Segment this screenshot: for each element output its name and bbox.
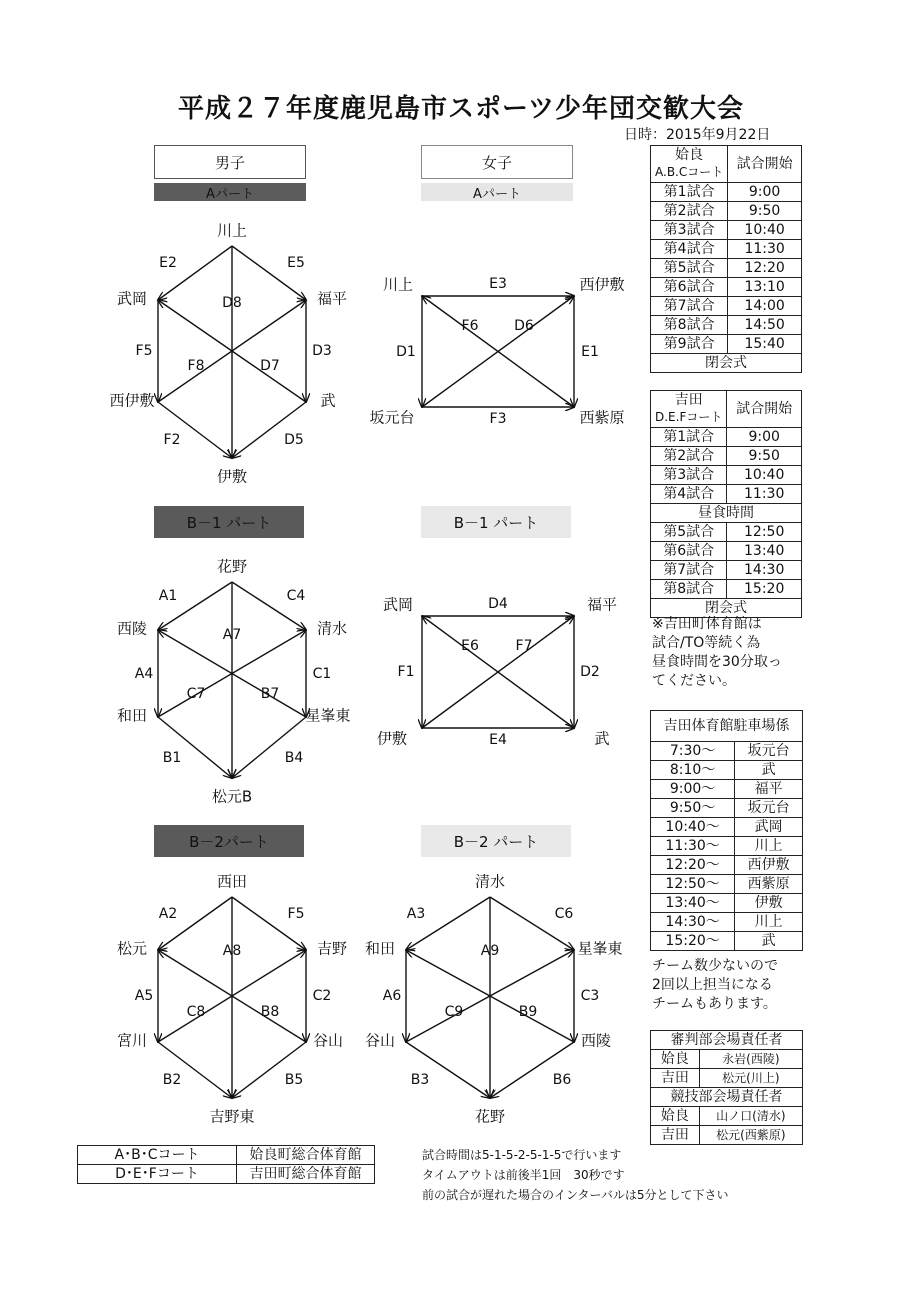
parking-value: 川上	[735, 913, 803, 932]
parking-value: 武	[735, 761, 803, 780]
hexB2g-node-top: 清水	[474, 872, 506, 891]
yoshida-match-label: 第5試合	[651, 523, 727, 542]
hexB1-node-ll: 和田	[116, 706, 148, 725]
hexB2-edge-lr-label: B5	[284, 1072, 304, 1088]
hexB2g-node-lr: 西陵	[580, 1031, 612, 1050]
rectA-edge-d2-label: D6	[514, 317, 534, 334]
yoshida-schedule-table	[650, 390, 802, 618]
hexA-edge-ll	[158, 402, 232, 458]
aira-match-label: 第3試合	[651, 221, 728, 240]
yoshida-match-value: 10:40	[727, 466, 802, 485]
note-line: チーム数少ないので	[652, 958, 778, 974]
boys-part-a-bar: Aパート	[154, 183, 306, 201]
hexA-edge-ll-label: F2	[163, 432, 181, 448]
parking-row	[651, 761, 803, 780]
yoshida-match-row	[651, 428, 802, 447]
rule-line: 前の試合が遅れた場合のインターバルは5分として下さい	[422, 1188, 729, 1202]
hexB1-node-ur: 清水	[316, 619, 348, 638]
hexB2g-edge-d1-label: C9	[444, 1003, 464, 1020]
rectA-node-br: 西紫原	[579, 408, 625, 427]
rectB1-node-bl: 伊敷	[376, 729, 408, 748]
aira-match-value: 13:10	[728, 278, 802, 297]
rule-line: タイムアウトは前後半1回 30秒です	[422, 1168, 625, 1182]
yoshida-match-row	[651, 561, 802, 580]
aira-match-label: 第4試合	[651, 240, 728, 259]
hexB2g-edge-lr	[490, 1042, 574, 1098]
rectA-edge-right-label: E1	[581, 343, 599, 360]
hexB2-edge-r-label: C2	[312, 988, 332, 1004]
aira-match-value: 14:00	[728, 297, 802, 316]
yoshida-match-value: 9:50	[727, 447, 802, 466]
hexB1-node-top: 花野	[216, 557, 248, 576]
parking-value: 坂元台	[735, 742, 803, 761]
referee-header: 審判部会場責任者	[651, 1031, 803, 1050]
aira-match-row	[651, 259, 802, 278]
aira-courts: A.B.Cコート	[655, 165, 724, 179]
hexB2-edge-l-label: A5	[134, 988, 154, 1004]
parking-value: 武	[735, 932, 803, 951]
rectB1-edge-d2-label: F7	[515, 638, 533, 654]
aira-match-label: 第5試合	[651, 259, 728, 278]
aira-match-label: 第2試合	[651, 202, 728, 221]
aira-closing: 閉会式	[651, 354, 802, 373]
official-venue: 吉田	[651, 1126, 700, 1145]
hexB1-edge-l-label: A4	[134, 665, 154, 682]
hexB2-edge-ur-label: F5	[287, 905, 305, 922]
hexB1-edge-ur-label: C4	[286, 588, 306, 604]
parking-label: 8:10～	[651, 761, 735, 780]
hexB2g-edge-v-label: A9	[480, 943, 500, 960]
hexB2-node-lr: 谷山	[312, 1031, 344, 1050]
parking-label: 11:30～	[651, 837, 735, 856]
venue-table	[77, 1145, 375, 1184]
aira-match-label: 第8試合	[651, 316, 728, 335]
aira-schedule-table	[650, 145, 802, 373]
parking-label: 7:30～	[651, 742, 735, 761]
parking-row	[651, 932, 803, 951]
aira-match-row	[651, 202, 802, 221]
rectB1-node-br: 武	[594, 729, 610, 748]
parking-label: 10:40～	[651, 818, 735, 837]
hexB1-edge-ll	[158, 717, 232, 778]
girls-part-b2-bar: B－2 パート	[421, 825, 571, 857]
aira-match-value: 10:40	[728, 221, 802, 240]
parking-value: 武岡	[735, 818, 803, 837]
hexA-edge-ul-label: E2	[159, 255, 177, 271]
hexA-node-ul: 武岡	[116, 289, 148, 308]
rectB1-edge-d1-label: E6	[461, 638, 479, 654]
parking-row	[651, 837, 803, 856]
hexB2g-edge-ll	[406, 1042, 490, 1098]
hexB2-edge-ll-label: B2	[162, 1072, 182, 1088]
aira-match-row	[651, 297, 802, 316]
hexB1-edge-d1-label: C7	[186, 686, 206, 702]
rectA-node-bl: 坂元台	[369, 408, 415, 427]
hexB2g-node-ur: 星峯東	[577, 939, 623, 958]
hexB2-node-bottom: 吉野東	[209, 1107, 255, 1126]
yoshida-venue-cell	[651, 391, 727, 428]
yoshida-lunch: 昼食時間	[651, 504, 802, 523]
aira-match-row	[651, 278, 802, 297]
hexB2g-edge-ul-label: A3	[406, 905, 426, 922]
hexB2g-node-ll: 谷山	[364, 1031, 396, 1050]
hexB2g-edge-ll-label: B3	[410, 1072, 430, 1088]
yoshida-match-row	[651, 580, 802, 599]
venue-gym: 姶良町総合体育館	[237, 1146, 375, 1165]
parking-label: 15:20～	[651, 932, 735, 951]
yoshida-match-label: 第7試合	[651, 561, 727, 580]
hexA-edge-v-label: D8	[222, 295, 242, 311]
page-title: 平成２７年度鹿児島市スポーツ少年団交歓大会	[178, 94, 744, 124]
hexA-node-top: 川上	[216, 221, 248, 240]
venue-courts: A･B･Cコート	[78, 1146, 237, 1165]
aira-match-value: 9:50	[728, 202, 802, 221]
official-name: 永岩(西陵)	[699, 1050, 802, 1069]
parking-header: 吉田体育館駐車場係	[651, 711, 803, 742]
parking-value: 坂元台	[735, 799, 803, 818]
hexB1-edge-r-label: C1	[312, 665, 332, 682]
hexA-edge-lr-label: D5	[284, 432, 304, 448]
aira-venue-cell	[651, 146, 728, 183]
hexB1-edge-v-label: A7	[222, 627, 242, 643]
aira-match-row	[651, 316, 802, 335]
note-line: チームもあります。	[652, 996, 777, 1012]
note-line: てください。	[652, 673, 736, 689]
girls-part-a-bar: Aパート	[421, 183, 573, 201]
team-note	[652, 957, 778, 1014]
hexB2-node-ur: 吉野	[316, 939, 348, 958]
hexB2g-edge-r-label: C3	[580, 988, 600, 1004]
yoshida-match-row	[651, 523, 802, 542]
aira-match-row	[651, 335, 802, 354]
hexB1-edge-d2-label: B7	[260, 686, 280, 702]
yoshida-match-value: 13:40	[727, 542, 802, 561]
rectA-edge-top-label: E3	[489, 276, 507, 292]
hexB1-node-bottom: 松元B	[211, 787, 253, 806]
parking-label: 12:50～	[651, 875, 735, 894]
aira-match-label: 第9試合	[651, 335, 728, 354]
yoshida-match-label: 第2試合	[651, 447, 727, 466]
rectB1-edge-left-label: F1	[397, 664, 415, 680]
yoshida-start-header: 試合開始	[727, 391, 802, 428]
aira-venue: 姶良	[675, 147, 704, 163]
parking-table	[650, 710, 803, 951]
hexA-edge-r-label: D3	[312, 343, 332, 359]
rectB1-node-tr: 福平	[586, 595, 618, 614]
hexA-node-ll: 西伊敷	[109, 391, 155, 410]
note-line: 昼食時間を30分取っ	[652, 654, 782, 670]
hexB2g-edge-l-label: A6	[382, 988, 402, 1004]
aira-match-label: 第7試合	[651, 297, 728, 316]
aira-match-value: 11:30	[728, 240, 802, 259]
parking-label: 14:30～	[651, 913, 735, 932]
hexA-edge-d1-label: F8	[187, 358, 205, 374]
note-line: 試合/TO等続く為	[652, 635, 761, 651]
officials-table	[650, 1030, 803, 1145]
official-venue: 吉田	[651, 1069, 700, 1088]
girls-header: 女子	[421, 145, 573, 179]
parking-row	[651, 742, 803, 761]
hexA-edge-l-label: F5	[135, 343, 153, 359]
parking-label: 13:40～	[651, 894, 735, 913]
hexA-edge-ur-label: E5	[287, 255, 305, 271]
note-line: 2回以上担当になる	[652, 977, 773, 993]
hexB2-edge-lr	[232, 1042, 306, 1098]
hexA-node-bottom: 伊敷	[216, 467, 248, 486]
aira-match-value: 12:20	[728, 259, 802, 278]
yoshida-match-value: 12:50	[727, 523, 802, 542]
hexA-node-lr: 武	[320, 391, 336, 410]
yoshida-match-row	[651, 485, 802, 504]
yoshida-venue: 吉田	[674, 392, 703, 408]
yoshida-match-value: 9:00	[727, 428, 802, 447]
hexB1-node-ul: 西陵	[116, 619, 148, 638]
hexB2-edge-d1-label: C8	[186, 1003, 206, 1020]
aira-match-value: 15:40	[728, 335, 802, 354]
hexB1-node-lr: 星峯東	[305, 706, 351, 725]
parking-row	[651, 818, 803, 837]
hexA-edge-d2-label: D7	[260, 358, 280, 374]
rectB1-edge-top-label: D4	[488, 596, 508, 612]
aira-match-value: 14:50	[728, 316, 802, 335]
parking-value: 川上	[735, 837, 803, 856]
yoshida-match-label: 第8試合	[651, 580, 727, 599]
hexB2-edge-d2-label: B8	[260, 1003, 280, 1020]
official-venue: 姶良	[651, 1050, 700, 1069]
parking-value: 福平	[735, 780, 803, 799]
rectA-node-tr: 西伊敷	[579, 275, 625, 294]
event-date: 日時：2015年9月22日	[624, 127, 771, 143]
parking-label: 9:00～	[651, 780, 735, 799]
hexB2-node-ul: 松元	[116, 939, 148, 958]
yoshida-match-value: 11:30	[727, 485, 802, 504]
hexA-node-ur: 福平	[316, 289, 348, 308]
aira-match-row	[651, 221, 802, 240]
hexB1-edge-ul-label: A1	[158, 588, 178, 604]
hexB2g-node-bottom: 花野	[474, 1107, 506, 1126]
parking-row	[651, 875, 803, 894]
yoshida-courts: D.E.Fコート	[655, 410, 723, 424]
yoshida-closing: 閉会式	[651, 599, 802, 618]
parking-row	[651, 913, 803, 932]
yoshida-match-value: 15:20	[727, 580, 802, 599]
yoshida-match-label: 第6試合	[651, 542, 727, 561]
aira-match-row	[651, 183, 802, 202]
hexB2-node-ll: 宮川	[116, 1031, 148, 1050]
parking-label: 12:20～	[651, 856, 735, 875]
girls-part-b1-bar: B－1 パート	[421, 506, 571, 538]
venue-gym: 吉田町総合体育館	[237, 1165, 375, 1184]
hexB2g-edge-d2-label: B9	[518, 1003, 538, 1020]
rectB1-edge-bottom-label: E4	[489, 732, 507, 748]
rectB1-edge-right-label: D2	[580, 664, 600, 680]
note-line: ※吉田町体育館は	[652, 616, 762, 632]
official-venue: 姶良	[651, 1107, 700, 1126]
hexA-edge-lr	[232, 402, 306, 458]
hexB1-edge-lr	[232, 717, 306, 778]
parking-value: 伊敷	[735, 894, 803, 913]
venue-courts: D･E･Fコート	[78, 1165, 237, 1184]
hexB2-node-top: 西田	[216, 872, 248, 891]
yoshida-match-label: 第4試合	[651, 485, 727, 504]
yoshida-match-row	[651, 447, 802, 466]
boys-part-b1-bar: B－1 パート	[154, 506, 304, 538]
official-name: 松元(西紫原)	[699, 1126, 802, 1145]
yoshida-match-value: 14:30	[727, 561, 802, 580]
hexB1-edge-lr-label: B4	[284, 749, 304, 766]
hexB2g-edge-lr-label: B6	[552, 1072, 572, 1088]
hexB2-edge-ul-label: A2	[158, 905, 178, 922]
parking-row	[651, 780, 803, 799]
parking-label: 9:50～	[651, 799, 735, 818]
aira-start-header: 試合開始	[728, 146, 802, 183]
hexB2-edge-ll	[158, 1042, 232, 1098]
hexB2-edge-v-label: A8	[222, 943, 242, 960]
rectA-edge-bottom-label: F3	[489, 411, 507, 427]
rectA-edge-left-label: D1	[396, 343, 416, 360]
rules-notes	[422, 1145, 729, 1205]
rule-line: 試合時間は5-1-5-2-5-1-5で行います	[422, 1148, 622, 1162]
hexB2g-edge-ur-label: C6	[554, 905, 574, 922]
competition-header: 競技部会場責任者	[651, 1088, 803, 1107]
rectA-edge-d1-label: F6	[461, 317, 479, 334]
aira-match-label: 第6試合	[651, 278, 728, 297]
aira-match-value: 9:00	[728, 183, 802, 202]
aira-match-label: 第1試合	[651, 183, 728, 202]
boys-header: 男子	[154, 145, 306, 179]
official-name: 山ノ口(清水)	[699, 1107, 802, 1126]
yoshida-match-label: 第3試合	[651, 466, 727, 485]
yoshida-match-row	[651, 466, 802, 485]
yoshida-match-label: 第1試合	[651, 428, 727, 447]
rectA-node-tl: 川上	[382, 275, 414, 294]
parking-row	[651, 856, 803, 875]
parking-row	[651, 894, 803, 913]
rectB1-node-tl: 武岡	[382, 595, 414, 614]
parking-value: 西紫原	[735, 875, 803, 894]
official-name: 松元(川上)	[699, 1069, 802, 1088]
aira-match-row	[651, 240, 802, 259]
yoshida-match-row	[651, 542, 802, 561]
hexB1-edge-ll-label: B1	[162, 749, 182, 766]
hexB2g-node-ul: 和田	[364, 939, 396, 958]
boys-part-b2-bar: B－2パート	[154, 825, 304, 857]
yoshida-lunch-note	[652, 615, 782, 691]
parking-value: 西伊敷	[735, 856, 803, 875]
parking-row	[651, 799, 803, 818]
